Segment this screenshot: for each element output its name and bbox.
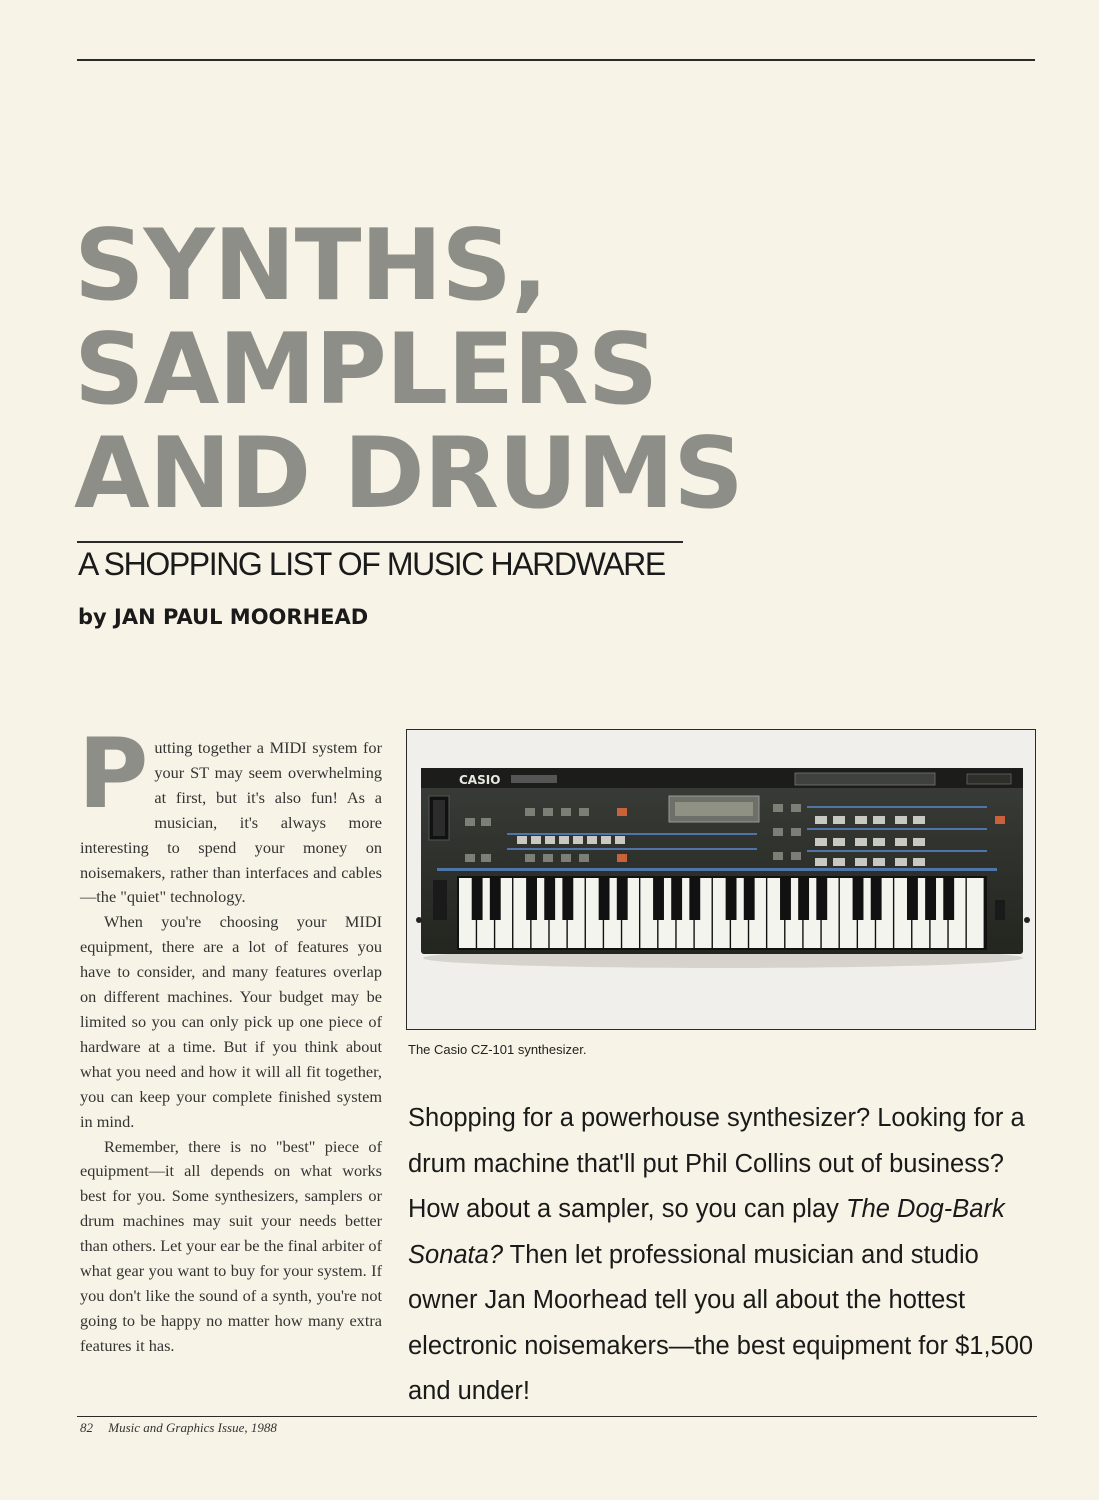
drop-cap: P	[78, 718, 149, 830]
page-number: 82	[80, 1420, 93, 1435]
black-key	[599, 878, 610, 920]
top-rule	[77, 59, 1035, 61]
black-key	[726, 878, 737, 920]
black-key	[780, 878, 791, 920]
synthesizer-photo	[406, 729, 1036, 1030]
pull-quote-italic: The Dog-Bark Sonata?	[408, 1195, 1005, 1269]
body-paragraph-3: Remember, there is no "best" piece of equipment—it all depends on what works best for you. Some synthesizers, samplers or drum machines may suit your needs better than others. Let your ear be the final arbiter of what gear you want to buy for your system. If you don't like the sound of a synth, you're not going to be happy no matter how many extra features it has.	[80, 1136, 382, 1355]
black-key	[544, 878, 555, 920]
black-key	[816, 878, 827, 920]
pull-quote	[408, 1096, 1048, 1415]
title-line-2: SAMPLERS	[74, 313, 658, 427]
body-paragraph-1-text: utting together a MIDI system for your ST may seem overwhelming at first, but it's also fun! As a musician, it's always more interesting to spend your money on noisemakers, rather than interfaces and cables—the "quiet" technology.	[80, 738, 382, 907]
publication-name: Music and Graphics Issue, 1988	[108, 1420, 277, 1435]
bottom-rule	[77, 1416, 1037, 1417]
black-key	[562, 878, 573, 920]
body-paragraph-1	[78, 718, 382, 910]
pull-quote-part-2: Then let professional musician and studio owner Jan Moorhead tell you all about the hottest electronic noisemakers—the best equipment for $1,500 and under!	[408, 1240, 1034, 1405]
pull-quote-part-1: Shopping for a powerhouse synthesizer? Looking for a drum machine that'll put Phil Collins out of business? How about a sampler, so you can play	[408, 1104, 1025, 1223]
keyboard-white-keys	[459, 878, 984, 948]
byline: by JAN PAUL MOORHEAD	[78, 605, 369, 629]
black-key	[617, 878, 628, 920]
casio-cz101-illustration	[407, 730, 1035, 1029]
white-key	[967, 878, 984, 948]
page-footer	[80, 1420, 277, 1436]
black-key	[943, 878, 954, 920]
article-title	[74, 209, 834, 531]
subtitle-rule	[77, 541, 683, 543]
title-line-3: AND DRUMS	[74, 417, 743, 531]
black-key	[526, 878, 537, 920]
black-key	[671, 878, 682, 920]
black-key	[871, 878, 882, 920]
title-line-1: SYNTHS,	[74, 209, 548, 323]
black-key	[490, 878, 501, 920]
black-key	[798, 878, 809, 920]
black-key	[907, 878, 918, 920]
photo-caption: The Casio CZ-101 synthesizer.	[408, 1042, 587, 1057]
article-subtitle: A SHOPPING LIST OF MUSIC HARDWARE	[78, 546, 665, 582]
black-key	[689, 878, 700, 920]
body-column	[78, 718, 382, 1359]
body-paragraph-2: When you're choosing your MIDI equipment, there are a lot of features you have to consider, and many features overlap on different machines. Your budget may be limited so you can only pick up one piece of hardware at a time. But if you think about what you need and how it will all fit together, you can keep your complete finished system in mind.	[80, 912, 382, 1131]
black-key	[744, 878, 755, 920]
casio-logo: CASIO	[459, 773, 501, 787]
black-key	[653, 878, 664, 920]
black-key	[472, 878, 483, 920]
black-key	[853, 878, 864, 920]
black-key	[925, 878, 936, 920]
